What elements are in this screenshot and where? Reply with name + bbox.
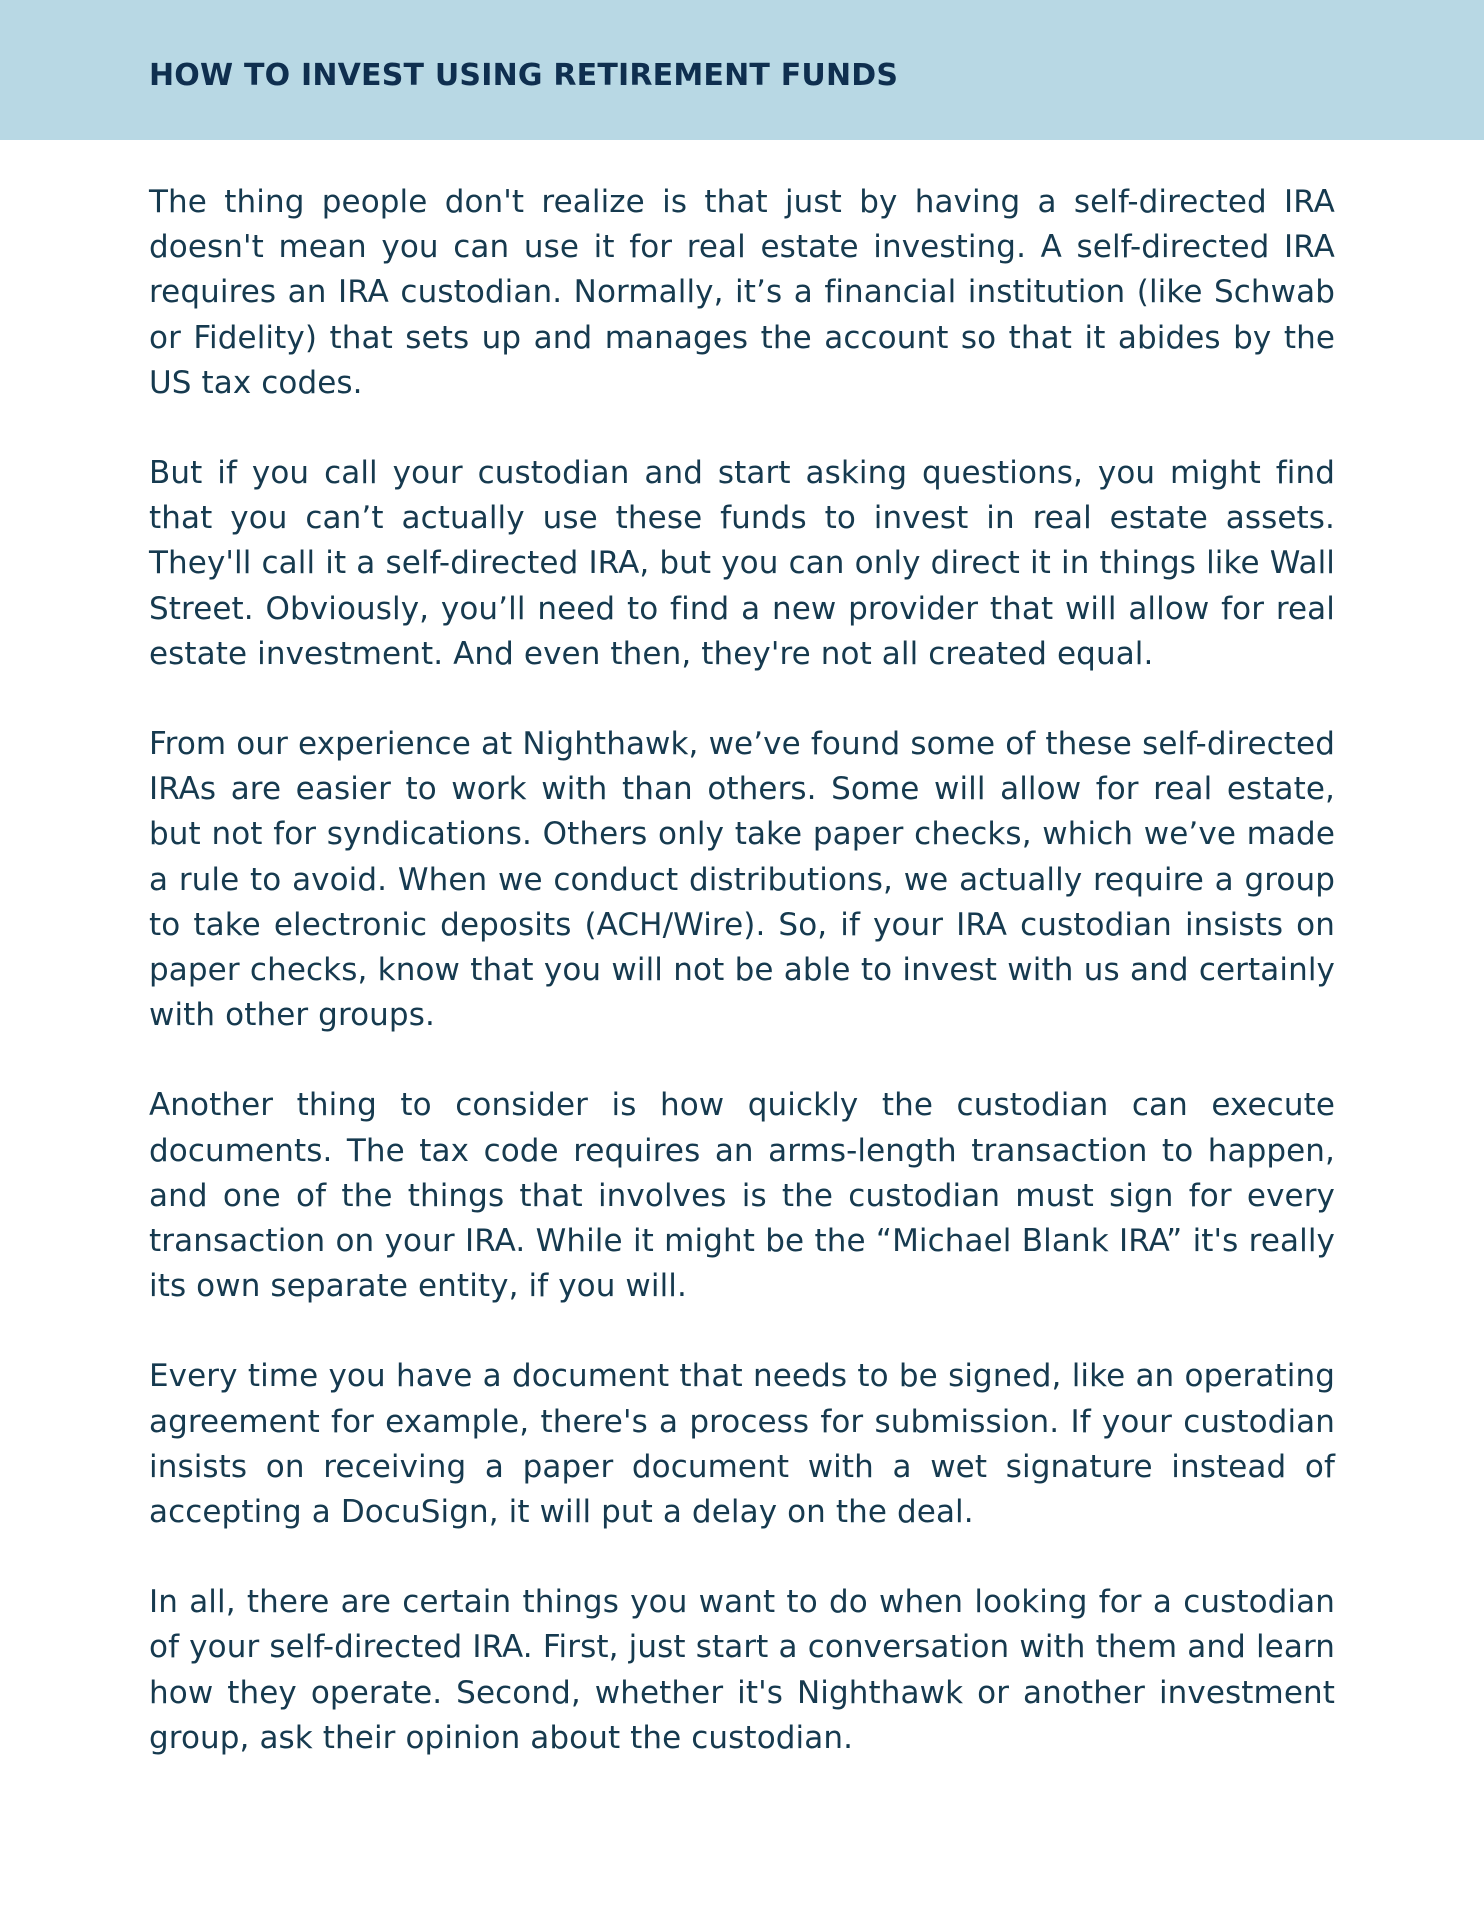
paragraph-custodian-intro: The thing people don't realize is that just by having a self-directed IRA doesn't mean you can use it for real estate investing. A self-directed IRA requires an IRA custodian. Normally, it’s a financial institution (like Schwab or Fidelity) that sets up and manages the account so that it abides by the US tax codes. [149, 184, 1335, 401]
paragraph-execution-speed: Another thing to consider is how quickly the custodian can execute documents. The tax code requires an arms-length transaction to happen, and one of the things that involves is the custodian must sign for every transaction on your IRA. While it might be the “Michael Blank IRA” it's really its own separate entity, if you will. [149, 1087, 1335, 1305]
paragraph-custodian-limits: But if you call your custodian and start asking questions, you might find that you can’t actually use these funds to invest in real estate assets. They'll call it a self-directed IRA, but you can only direct it in things like Wall Street. Obviously, you’ll need to find a new provider that will allow for real estate investment. And even then, they're not all created equal. [149, 455, 1335, 672]
paragraph-conclusion: In all, there are certain things you want to do when looking for a custodian of your self-directed IRA. First, just start a conversation with them and learn how they operate. Second, whether it's Nighthawk or another investment group, ask their opinion about the custodian. [149, 1584, 1335, 1756]
article-body [149, 180, 1335, 1806]
header-band [0, 0, 1484, 140]
paragraph-nighthawk-experience: From our experience at Nighthawk, we’ve found some of these self-directed IRAs are easier to work with than others. Some will allow for real estate, but not for syndications. Others only take paper checks, which we’ve made a rule to avoid. When we conduct distributions, we actually require a group to take electronic deposits (ACH/Wire). So, if your IRA custodian insists on paper checks, know that you will not be able to invest with us and certainly with other groups. [149, 726, 1335, 1034]
paragraph-document-signing: Every time you have a document that needs to be signed, like an operating agreement for example, there's a process for submission. If your custodian insists on receiving a paper document with a wet signature instead of accepting a DocuSign, it will put a delay on the deal. [149, 1358, 1335, 1531]
page-title: HOW TO INVEST USING RETIREMENT FUNDS [149, 58, 899, 93]
